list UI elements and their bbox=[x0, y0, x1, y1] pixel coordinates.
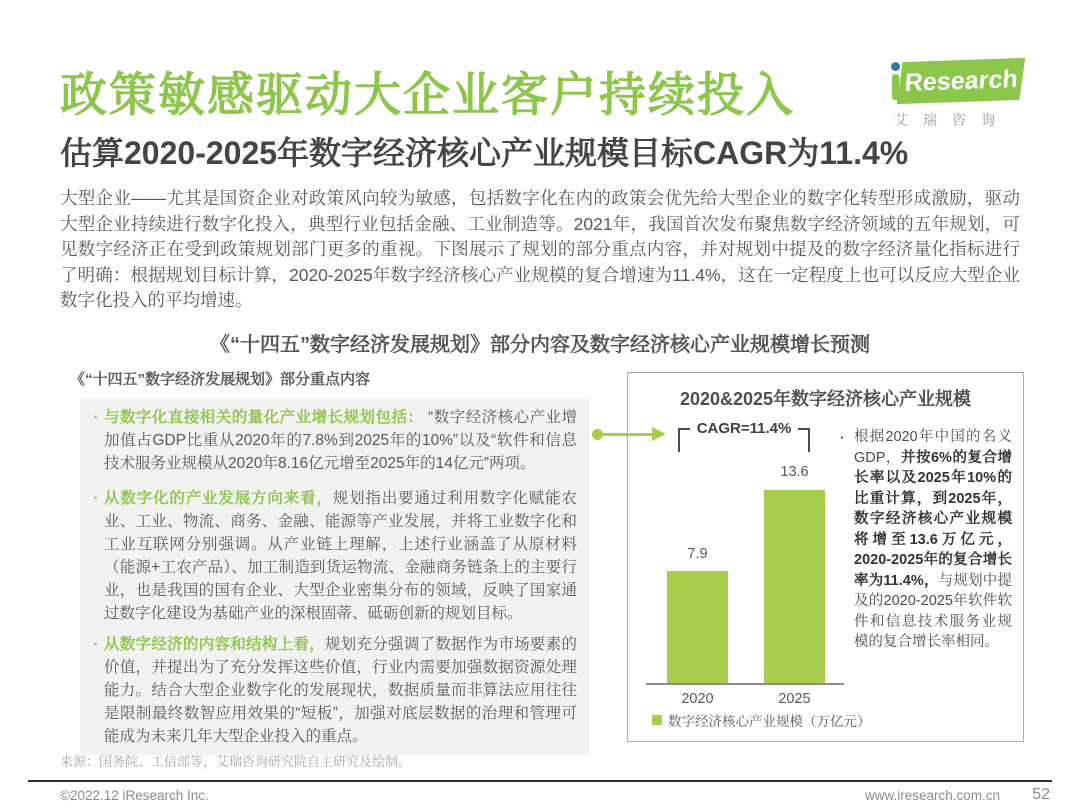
x-tick-2025: 2025 bbox=[778, 691, 811, 707]
bar-value-2020: 7.9 bbox=[687, 546, 708, 562]
page-title: 政策敏感驱动大企业客户持续投入 bbox=[60, 68, 795, 121]
logo-banner bbox=[897, 58, 1026, 104]
legend-swatch-icon bbox=[652, 715, 662, 725]
intro-paragraph: 大型企业——尤其是国资企业对政策风向较为敏感，包括数字化在内的政策会优先给大型企业的数字化转型形成激励，驱动大型企业持续进行数字化投入，典型行业包括金融、工业制造等。2021年，我国首次发布聚焦数字经济领域的五年规划，可见数字经济正在受到政策规划部门更多的重视。下图展示了规划的部分重点内容，并对规划中提及的数字经济量化指标进行了明确：根据规划目标计算，2020-2025年数字经济核心产业规模的复合增速为11.4%，这在一定程度上也可以反应大型企业数字化投入的平均增速。 bbox=[60, 188, 1020, 310]
policy-bullet-1-text: 与数字化直接相关的量化产业增长规划包括： “数字经济核心产业增加值占GDP比重从2020年的7.8%到2025年的10%”以及“软件和信息技术服务业规模从2020年8.16亿元增至2025年的14亿元”两项。 bbox=[104, 409, 578, 472]
footer-divider bbox=[28, 780, 1052, 782]
figure-heading: 《“十四五”数字经济发展规划》部分内容及数字经济核心产业规模增长预测 bbox=[210, 334, 870, 356]
bracket-right-icon bbox=[798, 428, 810, 452]
left-panel-title: 《“十四五”数字经济发展规划》部分重点内容 bbox=[70, 371, 371, 388]
footer-website-link[interactable]: www.iresearch.com.cn bbox=[864, 788, 1000, 803]
policy-bullet-3 bbox=[80, 626, 589, 755]
chart-title: 2020&2025年数字经济核心产业规模 bbox=[679, 389, 972, 409]
connector-arrowhead-icon bbox=[652, 427, 666, 441]
legend-label: 数字经济核心产业规模（万亿元） bbox=[668, 714, 871, 729]
policy-bullet-2 bbox=[80, 480, 589, 632]
bullet-marker-icon: · bbox=[93, 409, 99, 426]
cagr-label: CAGR=11.4% bbox=[696, 420, 792, 437]
policy-bullet-3-text: 从数字经济的内容和结构上看，规划充分强调了数据作为市场要素的价值，并提出为了充分发挥这些价值，行业内需要加强数据资源处理能力。结合大型企业数字化的发展现状，数据质量而非算法应用往往是限制最终数智应用效果的“短板”，加强对底层数据的治理和管理可能成为未来几年大型企业投入的重点。 bbox=[104, 636, 577, 745]
bullet-marker-icon: · bbox=[93, 636, 99, 653]
logo-caption: 艾瑞咨询 bbox=[894, 112, 1010, 128]
page-number: 52 bbox=[1032, 786, 1050, 803]
logo-i-dot-icon bbox=[891, 62, 900, 71]
logo-brand-text: Research bbox=[903, 64, 1019, 97]
chart-note-text: 根据2020年中国的名义GDP，并按6%的复合增长率以及2025年10%的比重计算，到2025年，数字经济核心产业规模将增至13.6万亿元，2020-2025年的复合增长率为11.4%，与规划中提及的2020-2025年软件软件和信息技术服务业规模的复合增长率相同。 bbox=[854, 429, 1012, 650]
x-axis-line bbox=[646, 683, 844, 685]
policy-bullet-2-text: 从数字化的产业发展方向来看，规划指出要通过利用数字化赋能农业、工业、物流、商务、金融、能源等产业发展，并将工业数字化和工业互联网分别强调。从产业链上理解，上述行业涵盖了从原材料（能源+工农产品）、加工制造到货运物流、金融商务链条上的主要行业，也是我国的国有企业、大型企业密集分布的领域，反映了国家通过数字化建设为基础产业的深根固蒂、砥砺创新的规划目标。 bbox=[104, 490, 577, 622]
bar-2020 bbox=[667, 571, 728, 684]
connector-line bbox=[600, 433, 654, 436]
source-note: 来源：国务院、工信部等，艾瑞咨询研究院自主研究及绘制。 bbox=[60, 754, 412, 769]
chart-note bbox=[840, 427, 1012, 653]
bar-2025 bbox=[764, 490, 825, 684]
note-bullet-icon: · bbox=[840, 429, 845, 445]
chart-legend bbox=[652, 710, 871, 730]
bullet-marker-icon: · bbox=[93, 490, 99, 507]
cagr-bracket bbox=[678, 419, 810, 452]
chart-panel bbox=[627, 372, 1024, 742]
policy-bullet-1 bbox=[80, 399, 589, 482]
page-subtitle: 估算2020-2025年数字经济核心产业规模目标CAGR为11.4% bbox=[60, 135, 909, 171]
bracket-left-icon bbox=[678, 428, 690, 452]
footer-copyright: ©2022.12 iResearch Inc. bbox=[60, 788, 209, 803]
x-tick-2020: 2020 bbox=[681, 691, 714, 707]
iresearch-logo bbox=[886, 58, 1026, 128]
bar-value-2025: 13.6 bbox=[780, 464, 809, 480]
